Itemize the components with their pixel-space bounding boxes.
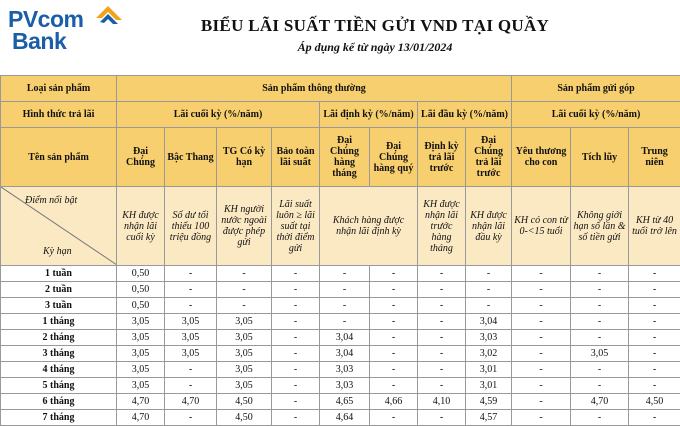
rate-cell: -: [571, 410, 629, 426]
table-row: [1, 330, 680, 346]
rate-cell: -: [629, 282, 680, 298]
rate-cell: 3,05: [117, 314, 165, 330]
rate-cell: 3,05: [117, 330, 165, 346]
rate-cell: -: [466, 298, 512, 314]
savings-end-term-header: Lãi cuối kỳ (%/năm): [512, 102, 680, 128]
page-title: BIỂU LÃI SUẤT TIỀN GỬI VND TẠI QUẦY: [150, 16, 600, 36]
upfront-header: Lãi đầu kỳ (%/năm): [418, 102, 512, 128]
term-cell: 1 tuần: [1, 266, 117, 282]
rate-cell: -: [370, 410, 418, 426]
rate-cell: -: [272, 298, 320, 314]
table-row: [1, 394, 680, 410]
logo-line-1: PVcom: [8, 6, 83, 32]
rate-cell: 0,50: [117, 298, 165, 314]
page-subtitle: Áp dụng kể từ ngày 13/01/2024: [150, 40, 600, 55]
desc-tg-co-ky-han: KH người nước ngoài được phép gửi: [217, 187, 272, 266]
rate-cell: -: [512, 266, 571, 282]
rate-cell: -: [629, 410, 680, 426]
rate-cell: -: [418, 362, 466, 378]
rate-cell: -: [272, 282, 320, 298]
rate-cell: -: [217, 298, 272, 314]
rate-cell: -: [165, 266, 217, 282]
rate-cell: -: [272, 362, 320, 378]
rate-cell: -: [418, 282, 466, 298]
logo-mark-icon: [94, 4, 124, 30]
rate-cell: -: [370, 282, 418, 298]
pvcombank-logo: [8, 4, 126, 56]
rate-cell: 3,05: [217, 330, 272, 346]
desc-dinh-ky: Khách hàng được nhận lãi định kỳ: [320, 187, 418, 266]
feature-term-corner: [1, 187, 117, 266]
rate-cell: -: [629, 314, 680, 330]
rate-cell: -: [512, 378, 571, 394]
table-row: [1, 346, 680, 362]
table-row: [1, 410, 680, 426]
rate-cell: -: [418, 314, 466, 330]
desc-dai-chung-tra-truoc: KH được nhận lãi đầu kỳ: [466, 187, 512, 266]
rate-cell: -: [571, 362, 629, 378]
rate-cell: -: [418, 330, 466, 346]
term-cell: 7 tháng: [1, 410, 117, 426]
rate-cell: -: [370, 362, 418, 378]
rate-cell: -: [571, 330, 629, 346]
term-label: Kỳ hạn: [43, 246, 72, 257]
group-regular: Sản phẩm thông thường: [117, 76, 512, 102]
rate-cell: -: [571, 298, 629, 314]
rate-cell: 4,70: [571, 394, 629, 410]
table-row: [1, 378, 680, 394]
rate-cell: -: [217, 266, 272, 282]
rate-cell: -: [512, 282, 571, 298]
rate-cell: -: [418, 298, 466, 314]
product-type-label: Loại sản phẩm: [1, 76, 117, 102]
rate-cell: -: [165, 298, 217, 314]
product-bao-toan: Bảo toàn lãi suất: [272, 128, 320, 187]
product-dai-chung: Đại Chúng: [117, 128, 165, 187]
rate-cell: 4,10: [418, 394, 466, 410]
rate-cell: -: [512, 410, 571, 426]
rate-cell: 3,03: [320, 378, 370, 394]
rate-cell: -: [165, 410, 217, 426]
rate-cell: 0,50: [117, 266, 165, 282]
product-bac-thang: Bậc Thang: [165, 128, 217, 187]
desc-bao-toan: Lãi suất luôn ≥ lãi suất tại thời điểm gửi: [272, 187, 320, 266]
rate-cell: -: [629, 362, 680, 378]
rate-cell: 3,04: [466, 314, 512, 330]
rate-cell: 3,05: [117, 378, 165, 394]
desc-tich-luy: Không giới hạn số lần & số tiền gửi: [571, 187, 629, 266]
rate-cell: -: [512, 394, 571, 410]
product-yeu-thuong: Yêu thương cho con: [512, 128, 571, 187]
payment-type-label: Hình thức trả lãi: [1, 102, 117, 128]
row-payment-type: [1, 102, 680, 128]
term-cell: 1 tháng: [1, 314, 117, 330]
rate-cell: 3,05: [217, 378, 272, 394]
rate-cell: 3,04: [320, 346, 370, 362]
desc-trung-nien: KH từ 40 tuổi trở lên: [629, 187, 680, 266]
rate-cell: -: [370, 330, 418, 346]
term-cell: 4 tháng: [1, 362, 117, 378]
rate-cell: -: [629, 378, 680, 394]
rate-cell: 3,05: [165, 330, 217, 346]
rate-cell: -: [571, 314, 629, 330]
term-cell: 5 tháng: [1, 378, 117, 394]
rate-cell: -: [370, 378, 418, 394]
product-name-label: Tên sản phẩm: [1, 128, 117, 187]
product-dai-chung-hang-thang: Đại Chúng hàng tháng: [320, 128, 370, 187]
term-cell: 3 tháng: [1, 346, 117, 362]
rate-cell: -: [571, 378, 629, 394]
rate-cell: 0,50: [117, 282, 165, 298]
table-row: [1, 282, 680, 298]
desc-bac-thang: Số dư tối thiểu 100 triệu đồng: [165, 187, 217, 266]
term-cell: 6 tháng: [1, 394, 117, 410]
end-term-header: Lãi cuối kỳ (%/năm): [117, 102, 320, 128]
rate-cell: -: [512, 330, 571, 346]
table-row: [1, 362, 680, 378]
rate-cell: -: [418, 266, 466, 282]
row-features: [1, 187, 680, 266]
term-cell: 3 tuần: [1, 298, 117, 314]
feature-label: Điểm nổi bật: [25, 195, 77, 206]
product-dinh-ky-tra-truoc: Định kỳ trả lãi trước: [418, 128, 466, 187]
desc-yeu-thuong: KH có con từ 0-<15 tuổi: [512, 187, 571, 266]
desc-dinh-ky-tra-truoc: KH được nhận lãi trước hàng tháng: [418, 187, 466, 266]
product-dai-chung-tra-truoc: Đại Chúng trả lãi trước: [466, 128, 512, 187]
rate-cell: -: [370, 314, 418, 330]
rate-cell: 3,05: [165, 314, 217, 330]
term-cell: 2 tuần: [1, 282, 117, 298]
product-tich-luy: Tích lũy: [571, 128, 629, 187]
logo-line-2: Bank: [8, 30, 83, 52]
rate-cell: -: [370, 266, 418, 282]
row-product-type: [1, 76, 680, 102]
page-header: [0, 0, 680, 72]
rate-cell: -: [629, 330, 680, 346]
rate-cell: 4,65: [320, 394, 370, 410]
rate-cell: -: [629, 298, 680, 314]
rate-cell: -: [512, 362, 571, 378]
table-row: [1, 298, 680, 314]
rate-cell: -: [272, 314, 320, 330]
rate-cell: -: [272, 394, 320, 410]
table-row: [1, 266, 680, 282]
rate-cell: -: [165, 362, 217, 378]
rate-cell: -: [512, 314, 571, 330]
periodic-header: Lãi định kỳ (%/năm): [320, 102, 418, 128]
rate-cell: -: [466, 282, 512, 298]
rate-cell: -: [629, 346, 680, 362]
rate-cell: -: [370, 298, 418, 314]
rate-cell: 4,50: [217, 410, 272, 426]
rate-cell: 4,50: [217, 394, 272, 410]
rate-cell: -: [165, 282, 217, 298]
rate-cell: 3,03: [466, 330, 512, 346]
rate-cell: 3,05: [571, 346, 629, 362]
rate-cell: 3,05: [217, 362, 272, 378]
rate-cell: 3,02: [466, 346, 512, 362]
rate-cell: -: [272, 266, 320, 282]
rate-cell: -: [272, 378, 320, 394]
rate-cell: -: [571, 266, 629, 282]
rate-cell: -: [571, 282, 629, 298]
rate-cell: -: [165, 378, 217, 394]
rate-cell: -: [272, 410, 320, 426]
rate-cell: 4,66: [370, 394, 418, 410]
rate-cell: -: [272, 346, 320, 362]
rate-cell: -: [370, 346, 418, 362]
rate-cell: 3,04: [320, 330, 370, 346]
term-cell: 2 tháng: [1, 330, 117, 346]
table-row: [1, 314, 680, 330]
rate-cell: -: [320, 314, 370, 330]
rate-cell: -: [512, 298, 571, 314]
rate-cell: 4,64: [320, 410, 370, 426]
rate-cell: 3,05: [217, 314, 272, 330]
row-product-names: [1, 128, 680, 187]
rate-cell: 4,57: [466, 410, 512, 426]
rate-cell: -: [629, 266, 680, 282]
rate-cell: -: [418, 378, 466, 394]
interest-rate-table: [0, 75, 680, 426]
desc-dai-chung: KH được nhận lãi cuối kỳ: [117, 187, 165, 266]
logo-text: [8, 8, 83, 52]
rate-cell: 3,05: [117, 346, 165, 362]
rate-cell: 3,05: [117, 362, 165, 378]
rate-cell: 3,03: [320, 362, 370, 378]
rate-cell: 4,70: [165, 394, 217, 410]
rate-cell: -: [512, 346, 571, 362]
rate-cell: 3,05: [165, 346, 217, 362]
rate-cell: 4,70: [117, 394, 165, 410]
rate-cell: 4,70: [117, 410, 165, 426]
rate-cell: -: [418, 410, 466, 426]
product-dai-chung-hang-quy: Đại Chúng hàng quý: [370, 128, 418, 187]
rate-cell: -: [272, 330, 320, 346]
rate-cell: -: [418, 346, 466, 362]
rate-cell: 3,05: [217, 346, 272, 362]
rate-cell: -: [320, 282, 370, 298]
rate-cell: 3,01: [466, 362, 512, 378]
rate-cell: 3,01: [466, 378, 512, 394]
product-tg-co-ky-han: TG Có kỳ hạn: [217, 128, 272, 187]
rate-cell: 4,50: [629, 394, 680, 410]
rate-cell: -: [217, 282, 272, 298]
group-savings: Sản phẩm gửi góp: [512, 76, 680, 102]
rate-cell: 4,59: [466, 394, 512, 410]
rate-cell: -: [320, 298, 370, 314]
rate-cell: -: [320, 266, 370, 282]
product-trung-nien: Trung niên: [629, 128, 680, 187]
rate-cell: -: [466, 266, 512, 282]
